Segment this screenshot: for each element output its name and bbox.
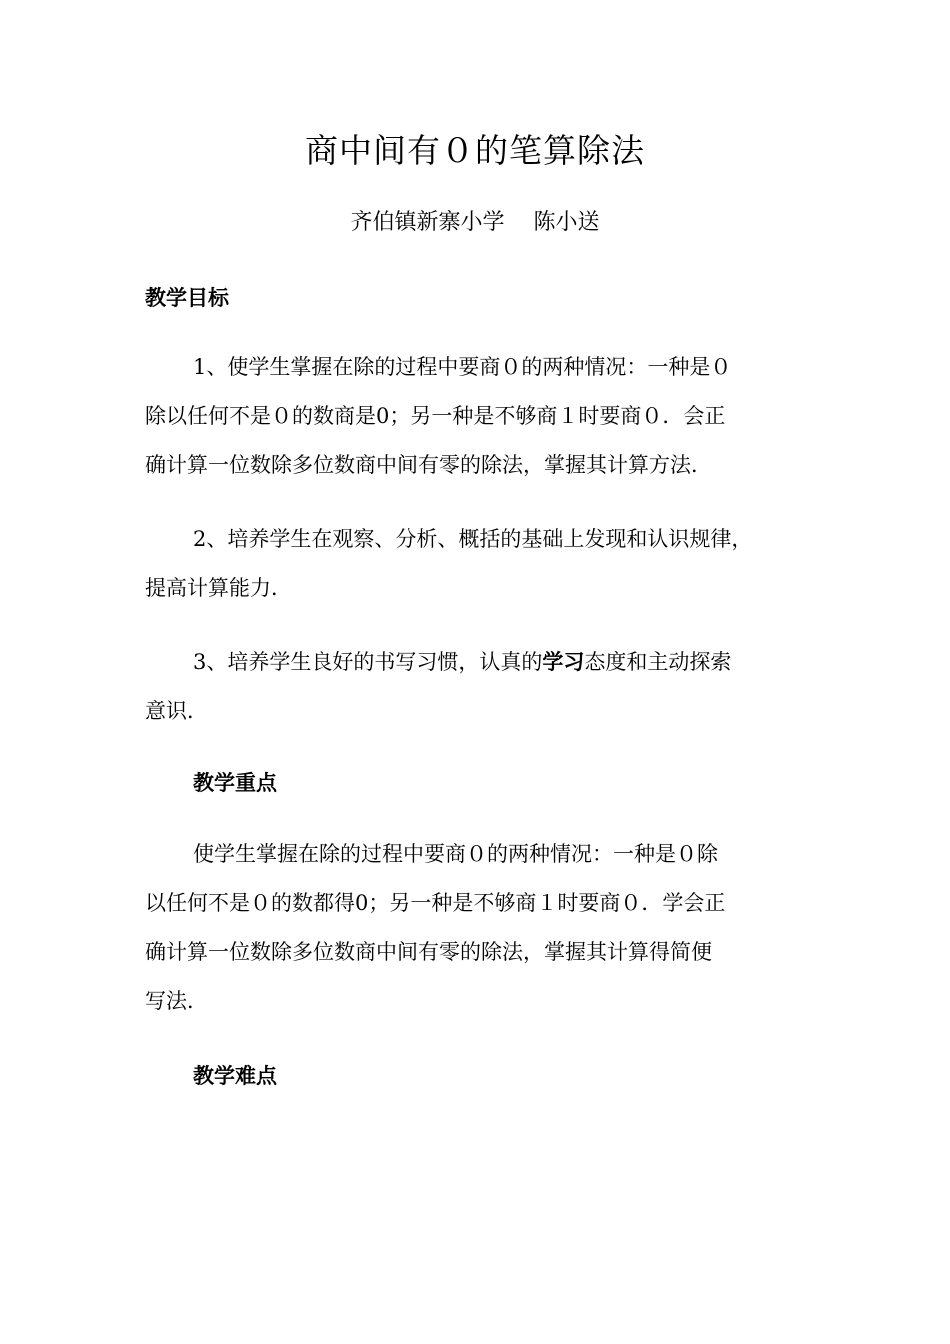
goal-item-3-line bbox=[145, 638, 810, 687]
goal-item-3 bbox=[145, 638, 810, 736]
goal-item-2-line: 2、培养学生在观察、分析、概括的基础上发现和认识规律， bbox=[193, 527, 753, 551]
goal-item-1 bbox=[145, 343, 810, 490]
document-title: 商中间有０的笔算除法 bbox=[305, 131, 645, 170]
author-line: 齐伯镇新寨小学 陈小送 bbox=[350, 210, 600, 235]
key-points-line: 以任何不是０的数都得0；另一种是不够商１时要商０．学会正 bbox=[145, 891, 726, 915]
goal-item-3-bold-text: 学习 bbox=[542, 650, 585, 674]
heading-difficulties: 教学难点 bbox=[193, 1064, 277, 1088]
heading-key-points: 教学重点 bbox=[193, 771, 277, 795]
goal-item-3-text: 态度和主动探索 bbox=[584, 650, 732, 674]
goal-item-2-line: 提高计算能力． bbox=[145, 576, 292, 600]
goal-item-1-line: 除以任何不是０的数商是0；另一种是不够商１时要商０．会正 bbox=[145, 404, 726, 428]
goal-item-1-line: 1、使学生掌握在除的过程中要商０的两种情况：一种是０ bbox=[193, 355, 732, 379]
key-points-line: 确计算一位数除多位数商中间有零的除法，掌握其计算得简便 bbox=[145, 940, 712, 964]
goal-item-3-text: 3、培养学生良好的书写习惯，认真的 bbox=[193, 650, 543, 674]
goal-item-2 bbox=[145, 515, 810, 613]
goal-item-1-line: 确计算一位数除多位数商中间有零的除法，掌握其计算方法． bbox=[145, 453, 712, 477]
key-points-line: 使学生掌握在除的过程中要商０的两种情况：一种是０除 bbox=[193, 842, 718, 866]
heading-teaching-goals: 教学目标 bbox=[145, 286, 229, 310]
key-points-line: 写法． bbox=[145, 989, 208, 1013]
key-points-paragraph bbox=[145, 830, 810, 1026]
goal-item-3-line: 意识． bbox=[145, 699, 208, 723]
